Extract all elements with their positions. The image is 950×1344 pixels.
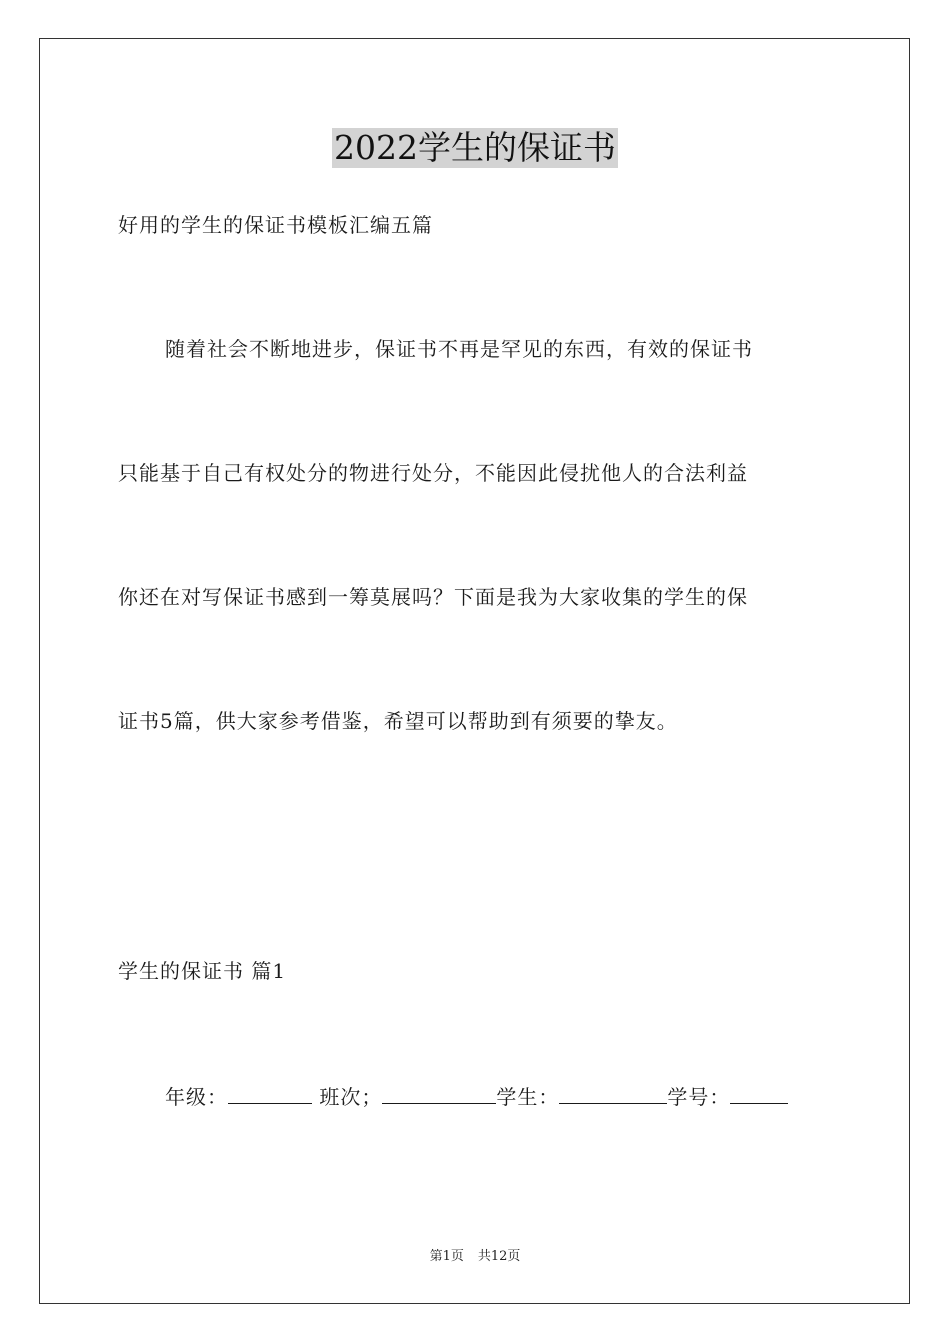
page-number-total: 共12页 xyxy=(477,1249,521,1264)
title-container xyxy=(0,128,950,168)
paragraph-line-4: 证书5篇，供大家参考借鉴，希望可以帮助到有须要的挚友。 xyxy=(118,709,678,733)
grade-label: 年级： xyxy=(165,1085,228,1109)
student-label: 学生： xyxy=(496,1085,560,1109)
class-blank xyxy=(382,1081,496,1104)
document-title: 2022学生的保证书 xyxy=(334,128,616,167)
student-blank xyxy=(559,1081,667,1104)
page-footer xyxy=(0,1248,950,1266)
student-info-form xyxy=(165,1081,788,1111)
paragraph-line-2: 只能基于自己有权处分的物进行处分，不能因此侵扰他人的合法利益 xyxy=(118,461,748,485)
paragraph-line-1: 随着社会不断地进步，保证书不再是罕见的东西，有效的保证书 xyxy=(165,337,753,361)
paragraph-line-3: 你还在对写保证书感到一筹莫展吗？下面是我为大家收集的学生的保 xyxy=(118,585,748,609)
document-subtitle: 好用的学生的保证书模板汇编五篇 xyxy=(118,213,433,237)
student-id-label: 学号： xyxy=(667,1085,731,1109)
section-heading: 学生的保证书 篇1 xyxy=(118,959,287,983)
grade-blank xyxy=(228,1081,312,1104)
student-id-blank xyxy=(730,1081,788,1104)
class-label: 班次； xyxy=(312,1085,383,1109)
page-number-current: 第1页 xyxy=(429,1249,464,1264)
